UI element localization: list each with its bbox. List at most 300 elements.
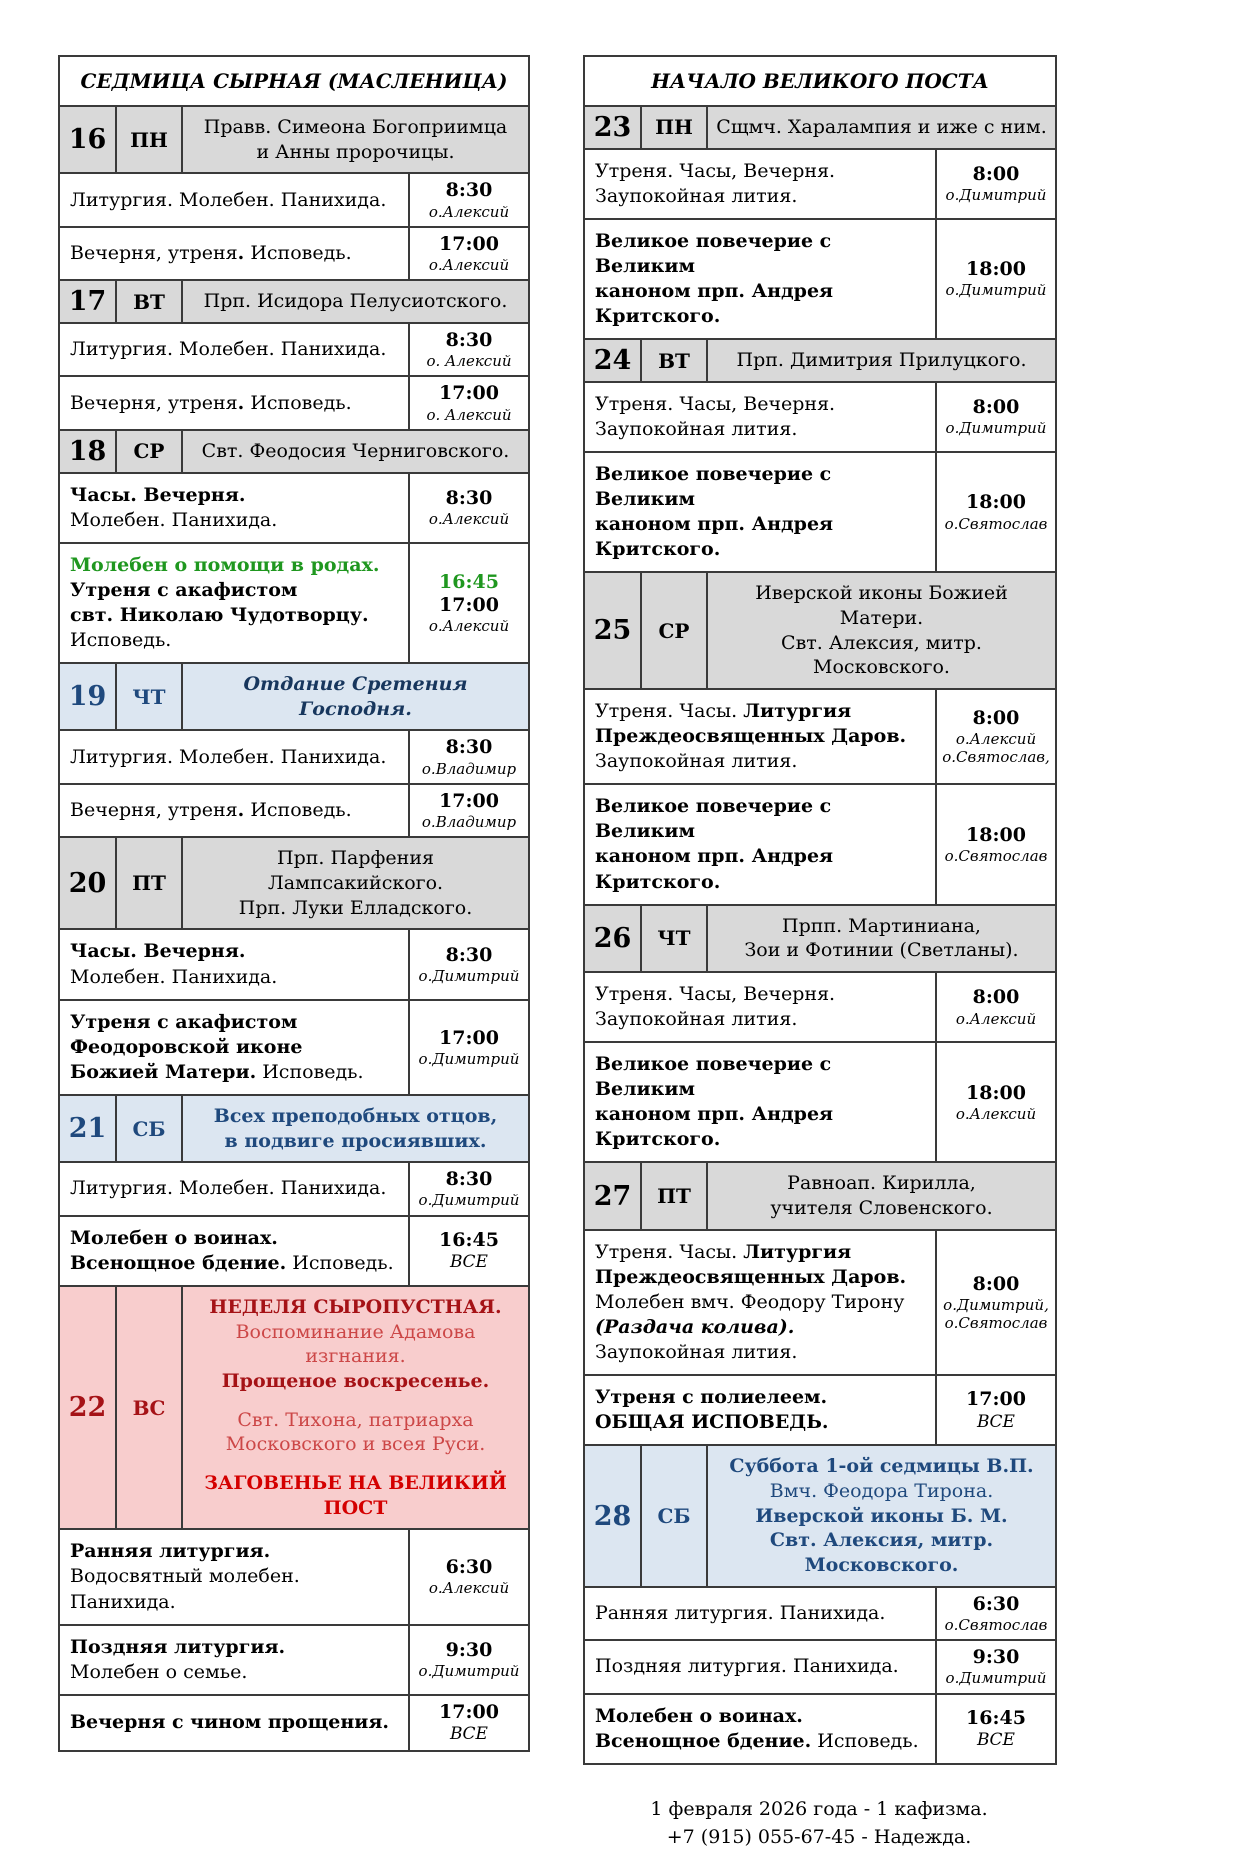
text-segment: каноном прп. Андрея Критского. [595,513,834,561]
text-segment: Литургия [743,700,852,723]
table-title-row [59,56,529,106]
table-title-row [584,56,1056,106]
service-row [59,473,529,543]
day-header-row [59,837,529,929]
service-time-cell [409,730,529,783]
text-segment: Исповедь. [244,391,352,414]
blank-line [189,1457,522,1471]
text-segment: Исповедь. [286,1251,394,1274]
all-clergy-label: ВСЕ [977,1730,1015,1751]
service-description [584,1375,936,1445]
service-time-cell [409,1625,529,1695]
service-time: 8:00 [972,986,1020,1009]
service-line [595,1290,925,1315]
weekday-cell: ЧТ [116,663,182,730]
service-description [584,689,936,784]
day-header-row [584,905,1056,972]
text-segment: Заупокойная лития. [595,417,798,440]
text-segment: Великое повечерие с Великим [595,463,832,511]
service-time-cell [409,473,529,543]
all-clergy-label: ВСЕ [450,1252,488,1272]
feast-title-cell [707,339,1056,382]
text-segment: Всенощное бдение. [595,1729,812,1752]
service-time: 18:00 [966,1081,1026,1104]
service-time-cell [936,1587,1056,1640]
service-time-cell [409,1000,529,1095]
priest-name: о.Алексий [428,202,510,221]
text-segment: Божией Матери. [70,1060,257,1083]
priest-name: о.Алексий [428,510,510,529]
feast-title-cell [182,663,529,730]
feast-line [189,1320,522,1369]
service-line [595,1601,925,1626]
day-header-row [584,572,1056,689]
day-header-row [59,1095,529,1162]
service-description [59,1529,409,1624]
priest-name: о.Святослав [944,514,1048,533]
schedule-table-left [58,55,530,1752]
service-time: 16:45 [439,570,499,593]
service-time-cell [936,1042,1056,1162]
text-segment: Свт. Тихона, патриарха [237,1408,474,1431]
service-row [584,1694,1056,1764]
priest-name: о.Святослав, [942,748,1050,767]
weekday-cell: ПН [641,106,707,149]
feast-line [189,1129,522,1154]
priest-name: о.Владимир [421,813,517,832]
service-row [584,1230,1056,1375]
text-segment: в подвиге просиявших. [224,1129,487,1152]
day-header-row [59,430,529,473]
all-clergy-label: ВСЕ [450,1723,488,1744]
priest-name: о.Димитрий [945,281,1047,300]
service-time: 18:00 [966,258,1026,281]
priest-name: о.Димитрий, [943,1295,1049,1314]
service-line [595,724,925,749]
feast-line [189,1432,522,1457]
priest-name: о.Владимир [421,759,517,778]
date-cell: 21 [59,1095,116,1162]
priest-name: о.Димитрий [418,1662,520,1681]
text-segment: Утреня с акафистом [70,578,298,601]
service-description [59,1000,409,1095]
text-segment: Великое повечерие с Великим [595,795,832,843]
date-cell: 20 [59,837,116,929]
service-line [70,1251,398,1276]
service-description [584,452,936,572]
service-line [595,1102,925,1152]
schedule-table-right [583,55,1057,1765]
text-segment: Свт. Алексия, митр. Московского. [781,631,982,679]
service-line [595,749,925,774]
service-description [59,1216,409,1286]
feast-line [189,846,522,895]
text-segment: Вечерня, утреня [70,799,238,822]
text-segment: Молебен. Панихида. [70,965,278,988]
text-segment: Иверской иконы Божией Матери. [755,582,1008,629]
service-time-cell [936,1230,1056,1375]
date-cell: 22 [59,1286,116,1530]
service-line [70,939,398,964]
text-segment: Прп. Димитрия Прилуцкого. [736,349,1027,372]
date-cell: 18 [59,430,116,473]
service-time: 16:45 [439,1228,499,1251]
feast-line [714,115,1049,140]
feast-title-cell [707,106,1056,149]
service-time-cell [409,1695,529,1751]
priest-name: о.Димитрий [418,966,520,985]
text-segment: Молебен. Панихида. [70,508,278,531]
weekday-cell: СР [116,430,182,473]
service-line [595,1265,925,1290]
service-time-cell [409,1529,529,1624]
service-time: 6:30 [972,1592,1020,1615]
feast-line [189,896,522,921]
weekday-cell: ВС [116,1286,182,1530]
service-description [59,1162,409,1215]
service-description [584,1042,936,1162]
feast-line [714,938,1049,963]
service-time-cell [936,452,1056,572]
service-line [70,1710,398,1735]
text-segment: Иверской иконы Б. М. [755,1504,1008,1527]
text-segment: Суббота 1-ой седмицы В.П. [729,1455,1034,1478]
service-line [595,1007,925,1032]
service-line [70,965,398,990]
service-line [595,1052,925,1102]
service-description [59,1625,409,1695]
weekday-cell: СР [641,572,707,689]
service-description [584,1694,936,1764]
weekday-cell: ПН [116,106,182,173]
text-segment: . [237,391,245,414]
service-description [584,1587,936,1640]
footer-date-note: 1 февраля 2026 года - 1 кафизма. [650,1797,988,1820]
service-row [59,1529,529,1624]
service-line [595,184,925,209]
service-description [59,473,409,543]
priest-name: о.Алексий [955,1009,1037,1028]
service-time: 8:00 [972,1272,1020,1295]
feast-title-cell [707,572,1056,689]
service-description [59,929,409,999]
text-segment: Литургия. Молебен. Панихида. [70,1177,387,1200]
text-segment: Молебен о воинах. [595,1704,803,1727]
service-line [70,1564,398,1614]
service-row [59,227,529,280]
service-line [70,508,398,533]
service-time: 17:00 [966,1388,1026,1411]
service-time-cell [936,784,1056,904]
text-segment: Вечерня, утреня [70,242,238,265]
text-segment: Ранняя литургия. Панихида. [595,1602,886,1624]
service-line [70,241,398,266]
service-time: 8:30 [445,943,493,966]
service-time: 8:30 [445,329,493,351]
service-line [595,1240,925,1265]
priest-name: о.Димитрий [418,1191,520,1210]
text-segment: Вмч. Феодора Тирона. [769,1480,994,1503]
service-time: 8:00 [972,163,1020,186]
service-time-cell [409,323,529,376]
service-time: 17:00 [439,593,499,616]
day-header-row [584,1162,1056,1229]
service-row [584,219,1056,339]
service-row [59,1162,529,1215]
service-time: 8:00 [972,706,1020,729]
service-time-cell [936,382,1056,452]
service-time: 16:45 [966,1706,1026,1729]
service-row [584,382,1056,452]
text-segment: НЕДЕЛЯ СЫРОПУСТНАЯ. [209,1295,502,1318]
feast-title-cell [182,837,529,929]
text-segment: свт. Николаю Чудотворцу. [70,603,369,626]
service-row [59,784,529,837]
service-description [584,1640,936,1693]
blank-line [189,1394,522,1408]
feast-line [714,1504,1049,1529]
service-line [70,1635,398,1660]
service-row [59,730,529,783]
text-segment: Всенощное бдение. [70,1251,287,1274]
feast-line [189,1369,522,1394]
text-segment: Зои и Фотинии (Светланы). [744,939,1019,962]
service-line [595,794,925,844]
service-time-cell [409,1162,529,1215]
service-description [584,1230,936,1375]
text-segment: Прпп. Мартиниана, [782,914,981,937]
text-segment: Литургия. Молебен. Панихида. [70,188,387,211]
service-time: 8:30 [445,736,493,759]
text-segment: Вечерня с чином прощения. [70,1711,390,1734]
right-column [583,55,1055,1852]
text-segment: Вечерня, утреня [70,391,238,414]
text-segment: Исповедь. [244,799,352,822]
text-segment: Преждеосвященных Даров. [595,1265,907,1288]
text-segment: учителя Словенского. [770,1197,993,1220]
weekday-cell: ЧТ [641,905,707,972]
table-title: СЕДМИЦА СЫРНАЯ (МАСЛЕНИЦА) [59,56,529,106]
service-line [595,392,925,417]
service-line [70,483,398,508]
feast-title-cell [182,1095,529,1162]
text-segment: Заупокойная лития. [595,184,798,207]
feast-line [189,289,522,314]
service-time-cell [409,1216,529,1286]
text-segment: Исповедь. [70,629,172,652]
service-row [59,1695,529,1751]
service-row [584,1042,1056,1162]
feast-line [189,1471,522,1520]
text-segment: каноном прп. Андрея Критского. [595,845,834,893]
day-header-row [59,106,529,173]
service-description [584,219,936,339]
text-segment: каноном прп. Андрея Критского. [595,280,834,328]
service-description [59,543,409,663]
service-time-cell [409,227,529,280]
date-cell: 24 [584,339,641,382]
service-description [584,382,936,452]
text-segment: Исповедь. [244,242,352,265]
service-description [59,784,409,837]
text-segment: Великое повечерие с Великим [595,229,832,277]
text-segment: Исповедь. [256,1060,364,1083]
service-row [59,173,529,226]
feast-line [714,1479,1049,1504]
priest-name: о.Алексий [955,1104,1037,1123]
service-line [70,337,398,362]
service-line [595,462,925,512]
feast-line [714,914,1049,939]
service-description [584,149,936,219]
feast-line [714,1528,1049,1577]
text-segment: Молебен о воинах. [70,1226,278,1249]
feast-title-cell [707,1162,1056,1229]
text-segment: Поздняя литургия. Панихида. [595,1655,899,1678]
service-time: 9:30 [972,1646,1020,1669]
service-description [59,173,409,226]
service-time-cell [409,929,529,999]
weekday-cell: ПТ [116,837,182,929]
text-segment: Прощеное воскресенье. [221,1369,490,1392]
service-time-cell [936,1640,1056,1693]
text-segment: ОБЩАЯ ИСПОВЕДЬ. [595,1411,829,1434]
service-line [595,279,925,329]
feast-line [714,1196,1049,1221]
priest-name: о.Алексий [428,256,510,275]
service-time-cell [409,784,529,837]
text-segment: . [237,242,245,265]
service-time: 17:00 [439,1026,499,1049]
service-row [584,689,1056,784]
weekday-cell: ВТ [116,280,182,323]
feast-title-cell [182,1286,529,1530]
text-segment: Преждеосвященных Даров. [595,725,907,748]
priest-name: о.Димитрий [945,1669,1047,1688]
text-segment: Заупокойная лития. [595,750,798,773]
service-time: 18:00 [966,823,1026,846]
priest-name: о. Алексий [426,405,512,424]
priest-name: о.Святослав [944,1314,1048,1333]
feast-title-cell [707,905,1056,972]
text-segment: Свт. Алексия, митр. Московского. [769,1529,994,1577]
text-segment: Литургия. Молебен. Панихида. [70,745,387,768]
date-cell: 16 [59,106,116,173]
service-time: 8:30 [445,486,493,509]
service-row [59,1216,529,1286]
priest-name: о.Димитрий [418,1049,520,1068]
text-segment: Утреня с акафистом [70,1010,298,1033]
priest-name: о.Димитрий [945,186,1047,205]
priest-name: о.Алексий [428,616,510,635]
day-header-row [59,663,529,730]
feast-line [189,439,522,464]
service-time-cell [936,219,1056,339]
weekday-cell: СБ [116,1095,182,1162]
text-segment: Литургия [743,1240,852,1263]
service-line [70,1226,398,1251]
text-segment: ЗАГОВЕНЬЕ НА ВЕЛИКИЙ ПОСТ [204,1471,507,1519]
service-time: 17:00 [439,1700,499,1723]
feast-line [189,1104,522,1129]
service-line [70,1060,398,1085]
text-segment: Правв. Симеона Богоприимца [203,116,508,138]
service-line [70,1539,398,1564]
text-segment: Водосвятный молебен. Панихида. [70,1565,300,1613]
service-line [595,229,925,279]
feast-title-cell [182,280,529,323]
service-row [584,1587,1056,1640]
priest-name: о.Святослав [944,846,1048,865]
service-line [70,603,398,628]
text-segment: Утреня. Часы. [595,700,744,723]
feast-line [714,631,1049,680]
service-line [595,699,925,724]
service-line [595,982,925,1007]
service-time: 18:00 [966,491,1026,514]
text-segment: Заупокойная лития. [595,1341,798,1364]
text-segment: Прп. Луки Елладского. [238,896,473,919]
left-column [58,55,528,1752]
service-line [595,1654,925,1679]
feast-line [189,115,522,140]
service-row [59,323,529,376]
text-segment: Прп. Парфения Лампсакийского. [267,847,444,895]
date-cell: 17 [59,280,116,323]
feast-line [714,1171,1049,1196]
service-description [584,784,936,904]
service-line [595,1385,925,1410]
day-header-row [59,280,529,323]
footer-note [583,1795,1055,1852]
text-segment: Прп. Исидора Пелусиотского. [203,290,508,313]
service-time: 9:30 [445,1638,493,1661]
service-description [59,227,409,280]
service-line [70,188,398,213]
text-segment: Утреня. Часы, Вечерня. [595,392,836,415]
text-segment: Утреня. Часы. [595,1240,744,1263]
text-segment: Феодоровской иконе [70,1035,303,1058]
text-segment: Воспоминание Адамова изгнания. [235,1320,476,1368]
service-line [70,628,398,653]
service-row [584,784,1056,904]
feast-line [714,581,1049,630]
text-segment: Всех преподобных отцов, [213,1104,498,1127]
service-time: 8:00 [972,396,1020,419]
service-line [595,844,925,894]
service-time: 17:00 [439,789,499,812]
weekday-cell: СБ [641,1445,707,1586]
text-segment: Ранняя литургия. [70,1540,271,1563]
service-row [59,929,529,999]
text-segment: Литургия. Молебен. Панихида. [70,338,387,361]
priest-name: о. Алексий [426,352,512,371]
service-row [59,543,529,663]
service-row [59,1625,529,1695]
service-line [70,1035,398,1060]
service-line [70,391,398,416]
day-header-row [584,1445,1056,1586]
text-segment: Сщмч. Харалампия и иже с ним. [716,116,1047,138]
text-segment: Поздняя литургия. [70,1635,286,1658]
feast-line [189,672,522,721]
text-segment: Великое повечерие с Великим [595,1053,832,1101]
date-cell: 19 [59,663,116,730]
service-line [595,1315,925,1340]
service-line [595,1704,925,1729]
feast-line [714,1454,1049,1479]
priest-name: о.Алексий [428,1579,510,1598]
